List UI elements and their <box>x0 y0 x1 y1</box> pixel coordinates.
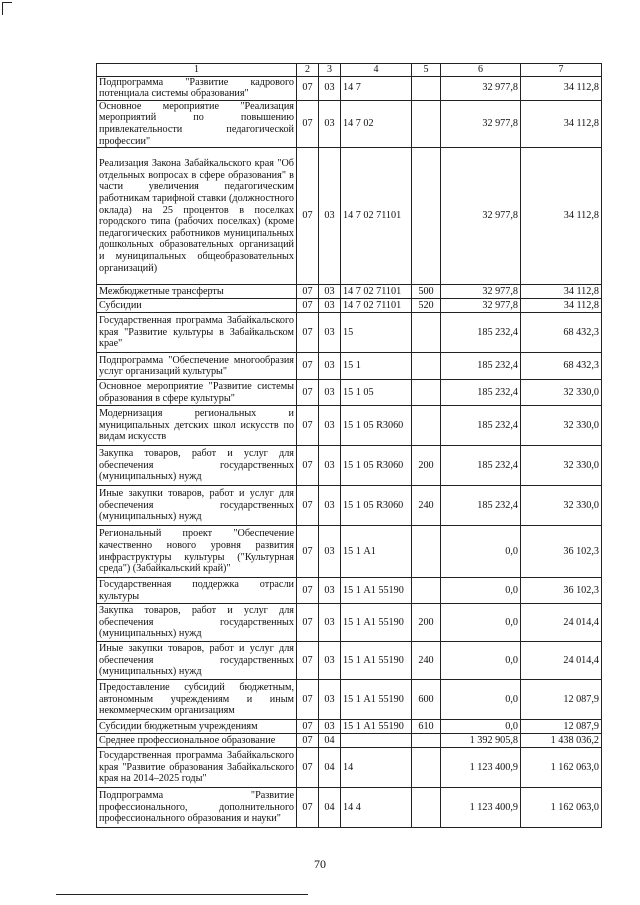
cell-amount-2021: 34 112,8 <box>521 100 602 147</box>
cell-amount-2021: 34 112,8 <box>521 148 602 285</box>
cell-amount-2020: 0,0 <box>441 680 521 720</box>
cell-subsection: 03 <box>319 446 341 486</box>
cell-expense-type: 610 <box>412 720 441 734</box>
cell-amount-2021: 12 087,9 <box>521 720 602 734</box>
cell-amount-2020: 0,0 <box>441 578 521 604</box>
cell-expense-type <box>412 788 441 828</box>
cell-amount-2021: 32 330,0 <box>521 486 602 526</box>
cell-subsection: 04 <box>319 788 341 828</box>
cell-subsection: 03 <box>319 285 341 299</box>
table-row <box>97 720 602 734</box>
cell-section: 07 <box>297 604 319 642</box>
cell-amount-2021: 34 112,8 <box>521 76 602 100</box>
cell-subsection: 03 <box>319 526 341 578</box>
corner-mark <box>2 2 12 15</box>
cell-expense-type: 600 <box>412 680 441 720</box>
cell-subsection: 03 <box>319 680 341 720</box>
page-number: 70 <box>314 857 326 871</box>
table-row <box>97 76 602 100</box>
table-header-row <box>97 64 602 77</box>
cell-amount-2021: 1 162 063,0 <box>521 788 602 828</box>
row-name: Иные закупки товаров, работ и услуг для обеспечения государственных (муниципальных) нужд <box>97 642 297 680</box>
cell-amount-2021: 34 112,8 <box>521 285 602 299</box>
cell-section: 07 <box>297 148 319 285</box>
cell-target-code: 15 1 05 R3060 <box>341 406 412 446</box>
cell-amount-2020: 185 232,4 <box>441 353 521 380</box>
row-name: Государственная программа Забайкальского края "Развитие образования Забайкальского края на 2014–2025 годы" <box>97 748 297 788</box>
table-row <box>97 100 602 147</box>
cell-target-code: 15 1 А1 55190 <box>341 604 412 642</box>
cell-amount-2020: 32 977,8 <box>441 100 521 147</box>
cell-amount-2020: 32 977,8 <box>441 148 521 285</box>
row-name: Иные закупки товаров, работ и услуг для обеспечения государственных (муниципальных) нужд <box>97 486 297 526</box>
cell-amount-2020: 185 232,4 <box>441 380 521 406</box>
row-name: Закупка товаров, работ и услуг для обеспечения государственных (муниципальных) нужд <box>97 446 297 486</box>
row-name: Закупка товаров, работ и услуг для обеспечения государственных (муниципальных) нужд <box>97 604 297 642</box>
cell-subsection: 03 <box>319 148 341 285</box>
row-name: Субсидии бюджетным учреждениям <box>97 720 297 734</box>
cell-amount-2021: 32 330,0 <box>521 380 602 406</box>
cell-section: 07 <box>297 788 319 828</box>
column-header: 6 <box>441 64 521 77</box>
cell-expense-type <box>412 526 441 578</box>
cell-target-code <box>341 734 412 748</box>
cell-target-code: 15 1 05 R3060 <box>341 486 412 526</box>
cell-subsection: 03 <box>319 406 341 446</box>
cell-expense-type: 240 <box>412 486 441 526</box>
table-row <box>97 299 602 313</box>
cell-target-code: 14 7 02 71101 <box>341 148 412 285</box>
cell-amount-2021: 68 432,3 <box>521 353 602 380</box>
cell-expense-type <box>412 76 441 100</box>
table-row <box>97 285 602 299</box>
cell-section: 07 <box>297 446 319 486</box>
column-header: 2 <box>297 64 319 77</box>
row-name: Межбюджетные трансферты <box>97 285 297 299</box>
cell-expense-type <box>412 578 441 604</box>
cell-target-code: 15 1 А1 <box>341 526 412 578</box>
cell-expense-type <box>412 734 441 748</box>
cell-target-code: 15 1 А1 55190 <box>341 680 412 720</box>
cell-target-code: 14 7 <box>341 76 412 100</box>
row-name: Реализация Закона Забайкальского края "Об отдельных вопросах в сфере образования" в части увеличения педагогическим работникам тарифной ставки (должностного оклада) на 25 процентов в поселках городского типа (рабочих поселках) (кроме педагогических работников муниципальных дошкольных образовательных организаций и муниципальных общеобразовательных организаций) <box>97 148 297 285</box>
cell-amount-2021: 32 330,0 <box>521 446 602 486</box>
cell-amount-2021: 32 330,0 <box>521 406 602 446</box>
cell-section: 07 <box>297 100 319 147</box>
cell-expense-type <box>412 406 441 446</box>
cell-amount-2020: 0,0 <box>441 604 521 642</box>
cell-target-code: 15 1 А1 55190 <box>341 720 412 734</box>
row-name: Среднее профессиональное образование <box>97 734 297 748</box>
cell-subsection: 03 <box>319 76 341 100</box>
table-row <box>97 148 602 285</box>
cell-section: 07 <box>297 526 319 578</box>
cell-target-code: 14 <box>341 748 412 788</box>
cell-amount-2021: 1 162 063,0 <box>521 748 602 788</box>
table-row <box>97 406 602 446</box>
cell-target-code: 14 7 02 71101 <box>341 285 412 299</box>
cell-section: 07 <box>297 313 319 353</box>
cell-subsection: 03 <box>319 720 341 734</box>
cell-amount-2020: 185 232,4 <box>441 406 521 446</box>
cell-target-code: 15 1 05 R3060 <box>341 446 412 486</box>
cell-amount-2020: 1 123 400,9 <box>441 788 521 828</box>
row-name: Подпрограмма "Обеспечение многообразия услуг организаций культуры" <box>97 353 297 380</box>
cell-section: 07 <box>297 486 319 526</box>
cell-amount-2020: 32 977,8 <box>441 299 521 313</box>
row-name: Подпрограмма "Развитие кадрового потенциала системы образования" <box>97 76 297 100</box>
cell-subsection: 03 <box>319 486 341 526</box>
column-header: 3 <box>319 64 341 77</box>
cell-target-code: 14 7 02 71101 <box>341 299 412 313</box>
row-name: Подпрограмма "Развитие профессионального, дополнительного профессионального образования и науки" <box>97 788 297 828</box>
cell-target-code: 14 4 <box>341 788 412 828</box>
cell-subsection: 03 <box>319 353 341 380</box>
cell-subsection: 03 <box>319 642 341 680</box>
cell-expense-type: 500 <box>412 285 441 299</box>
cell-amount-2020: 1 123 400,9 <box>441 748 521 788</box>
cell-section: 07 <box>297 285 319 299</box>
table-row <box>97 604 602 642</box>
budget-table <box>96 63 602 828</box>
cell-section: 07 <box>297 748 319 788</box>
cell-expense-type: 200 <box>412 446 441 486</box>
cell-expense-type <box>412 100 441 147</box>
cell-expense-type <box>412 313 441 353</box>
cell-amount-2021: 1 438 036,2 <box>521 734 602 748</box>
cell-subsection: 03 <box>319 100 341 147</box>
cell-target-code: 15 1 А1 55190 <box>341 642 412 680</box>
cell-expense-type <box>412 380 441 406</box>
cell-amount-2020: 0,0 <box>441 720 521 734</box>
row-name: Основное мероприятие "Развитие системы образования в сфере культуры" <box>97 380 297 406</box>
cell-amount-2020: 0,0 <box>441 526 521 578</box>
cell-expense-type <box>412 353 441 380</box>
cell-amount-2020: 185 232,4 <box>441 313 521 353</box>
table-row <box>97 353 602 380</box>
cell-section: 07 <box>297 680 319 720</box>
table-row <box>97 486 602 526</box>
table-row <box>97 380 602 406</box>
table-row <box>97 526 602 578</box>
table-row <box>97 680 602 720</box>
row-name: Модернизация региональных и муниципальных детских школ искусств по видам искусств <box>97 406 297 446</box>
row-name: Субсидии <box>97 299 297 313</box>
cell-section: 07 <box>297 76 319 100</box>
cell-section: 07 <box>297 406 319 446</box>
cell-target-code: 15 1 <box>341 353 412 380</box>
table-row <box>97 578 602 604</box>
column-header: 7 <box>521 64 602 77</box>
cell-section: 07 <box>297 734 319 748</box>
cell-amount-2020: 0,0 <box>441 642 521 680</box>
cell-expense-type <box>412 748 441 788</box>
cell-amount-2021: 24 014,4 <box>521 642 602 680</box>
cell-expense-type: 520 <box>412 299 441 313</box>
cell-subsection: 03 <box>319 380 341 406</box>
cell-amount-2020: 185 232,4 <box>441 446 521 486</box>
cell-subsection: 03 <box>319 578 341 604</box>
table-row <box>97 446 602 486</box>
cell-amount-2021: 68 432,3 <box>521 313 602 353</box>
cell-amount-2020: 32 977,8 <box>441 76 521 100</box>
cell-target-code: 14 7 02 <box>341 100 412 147</box>
cell-section: 07 <box>297 578 319 604</box>
table-row <box>97 734 602 748</box>
cell-subsection: 03 <box>319 604 341 642</box>
footer-rule <box>56 894 308 895</box>
cell-target-code: 15 1 05 <box>341 380 412 406</box>
cell-target-code: 15 1 А1 55190 <box>341 578 412 604</box>
row-name: Региональный проект "Обеспечение качественно нового уровня развития инфраструктуры культуры ("Культурная среда") (Забайкальский край)" <box>97 526 297 578</box>
row-name: Государственная поддержка отрасли культуры <box>97 578 297 604</box>
cell-expense-type <box>412 148 441 285</box>
cell-section: 07 <box>297 380 319 406</box>
cell-amount-2020: 1 392 905,8 <box>441 734 521 748</box>
cell-expense-type: 200 <box>412 604 441 642</box>
column-header: 1 <box>97 64 297 77</box>
cell-amount-2021: 12 087,9 <box>521 680 602 720</box>
cell-amount-2021: 36 102,3 <box>521 526 602 578</box>
cell-target-code: 15 <box>341 313 412 353</box>
cell-amount-2020: 185 232,4 <box>441 486 521 526</box>
cell-section: 07 <box>297 720 319 734</box>
cell-subsection: 03 <box>319 313 341 353</box>
column-header: 5 <box>412 64 441 77</box>
cell-amount-2020: 32 977,8 <box>441 285 521 299</box>
cell-section: 07 <box>297 299 319 313</box>
row-name: Предоставление субсидий бюджетным, автономным учреждениям и иным некоммерческим организациям <box>97 680 297 720</box>
table-row <box>97 788 602 828</box>
cell-amount-2021: 24 014,4 <box>521 604 602 642</box>
cell-amount-2021: 36 102,3 <box>521 578 602 604</box>
cell-section: 07 <box>297 642 319 680</box>
cell-subsection: 03 <box>319 299 341 313</box>
cell-expense-type: 240 <box>412 642 441 680</box>
table-row <box>97 313 602 353</box>
cell-amount-2021: 34 112,8 <box>521 299 602 313</box>
column-header: 4 <box>341 64 412 77</box>
cell-section: 07 <box>297 353 319 380</box>
cell-subsection: 04 <box>319 748 341 788</box>
cell-subsection: 04 <box>319 734 341 748</box>
table-row <box>97 642 602 680</box>
row-name: Государственная программа Забайкальского края "Развитие культуры в Забайкальском крае" <box>97 313 297 353</box>
table-row <box>97 748 602 788</box>
row-name: Основное мероприятие "Реализация мероприятий по повышению привлекательности педагогической профессии" <box>97 100 297 147</box>
